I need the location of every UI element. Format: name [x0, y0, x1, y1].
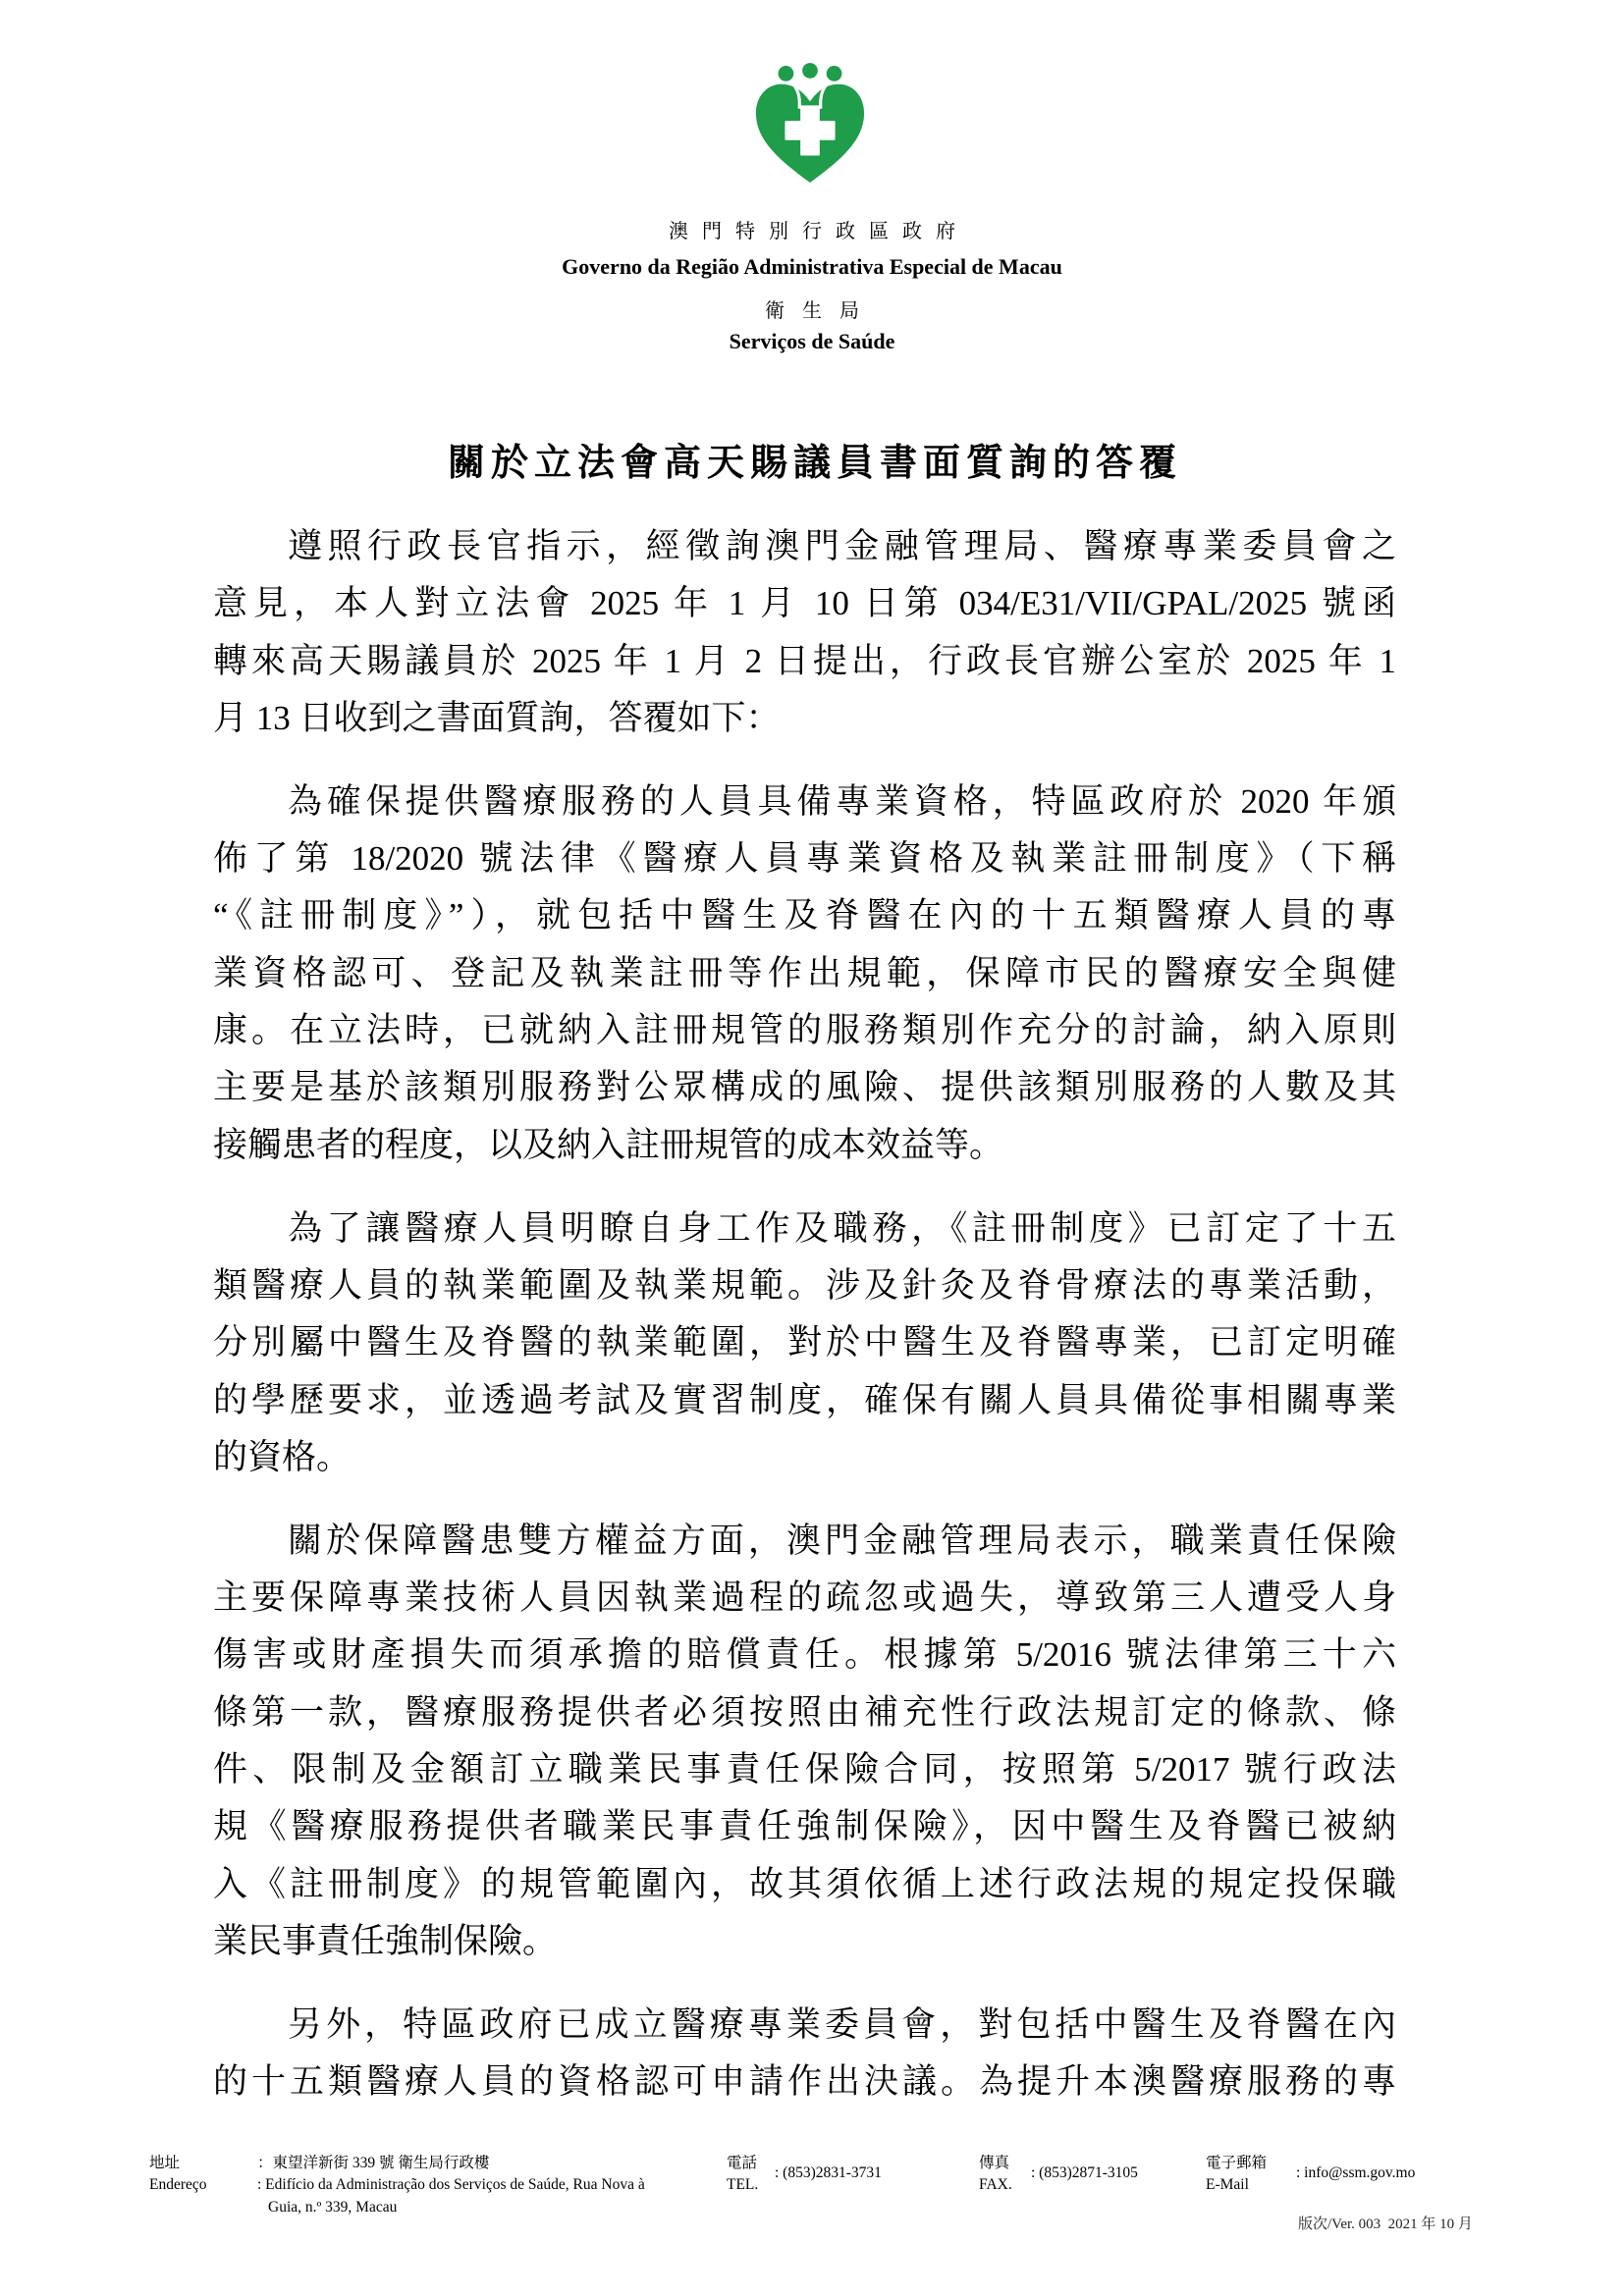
paragraph-line: 的十五類醫療人員的資格認可申請作出決議。為提升本澳醫療服務的專 [213, 2062, 1396, 2102]
paragraph-line: 業民事責任強制保險。 [213, 1921, 558, 1960]
government-name-portuguese: Governo da Região Administrativa Especial de Macau [562, 254, 1062, 279]
address-label-chinese: 地址 [149, 2155, 181, 2171]
address-chinese: ：東望洋新街 339 號 衛生局行政樓 [257, 2155, 490, 2171]
paragraph-line: 遵照行政長官指示，經徵詢澳門金融管理局、醫療專業委員會之 [288, 527, 1396, 565]
paragraph-4 [213, 1513, 1396, 1970]
tel-label-chinese: 電話 [727, 2155, 758, 2171]
paragraph-line: 入《註冊制度》的規管範圍內，故其須依循上述行政法規的規定投保職 [213, 1864, 1396, 1903]
address-label-portuguese: Endereço [149, 2176, 207, 2193]
paragraph-line: 的資格。 [213, 1437, 352, 1476]
address-portuguese-line-2: Guia, n.º 339, Macau [268, 2199, 398, 2216]
document-body [213, 518, 1396, 2137]
email-label-chinese: 電子郵箱 [1206, 2155, 1268, 2171]
paragraph-line: “《註冊制度》”），就包括中醫生及脊醫在內的十五類醫療人員的專 [213, 896, 1396, 935]
fax-label-chinese: 傳真 [979, 2155, 1010, 2171]
paragraph-line: 另外，特區政府已成立醫療專業委員會，對包括中醫生及脊醫在內 [288, 2004, 1396, 2044]
paragraph-line: 規《醫療服務提供者職業民事責任強制保險》，因中醫生及脊醫已被納 [213, 1807, 1396, 1846]
paragraph-line: 主要是基於該類別服務對公眾構成的風險、提供該類別服務的人數及其 [213, 1068, 1396, 1107]
paragraph-line: 接觸患者的程度，以及納入註冊規管的成本效益等。 [213, 1125, 1004, 1164]
department-name-portuguese: Serviços de Saúde [729, 329, 895, 353]
email-address: : info@ssm.gov.mo [1296, 2164, 1416, 2181]
paragraph-line: 傷害或財產損失而須承擔的賠償責任。根據第 5/2016 號法律第三十六 [213, 1635, 1396, 1675]
paragraph-line: 的學歷要求，並透過考試及實習制度，確保有關人員具備從事相關專業 [213, 1380, 1396, 1419]
paragraph-line: 主要保障專業技術人員因執業過程的疏忽或過失，導致第三人遭受人身 [213, 1578, 1396, 1618]
paragraph-line: 業資格認可、登記及執業註冊等作出規範，保障市民的醫療安全與健 [213, 953, 1396, 992]
email-label-portuguese: E-Mail [1206, 2176, 1249, 2193]
paragraph-line: 關於保障醫患雙方權益方面，澳門金融管理局表示，職業責任保險 [288, 1521, 1396, 1560]
paragraph-line: 月 13 日收到之書面質詢，答覆如下： [213, 698, 781, 737]
paragraph-line: 為了讓醫療人員明瞭自身工作及職務，《註冊制度》已訂定了十五 [288, 1208, 1396, 1248]
paragraph-line: 分別屬中醫生及脊醫的執業範圍，對於中醫生及脊醫專業，已訂定明確 [213, 1323, 1396, 1362]
paragraph-2 [213, 774, 1396, 1174]
paragraph-line: 為確保提供醫療服務的人員具備專業資格，特區政府於 2020 年頒 [288, 781, 1396, 821]
paragraph-line: 轉來高天賜議員於 2025 年 1 月 2 日提出，行政長官辦公室於 2025 年 1 [213, 641, 1396, 680]
paragraph-1 [213, 518, 1396, 747]
fax-number: : (853)2871-3105 [1031, 2164, 1138, 2181]
health-bureau-logo-icon [752, 63, 868, 187]
paragraph-line: 件、限制及金額訂立職業民事責任保險合同，按照第 5/2017 號行政法 [213, 1750, 1396, 1789]
tel-label-portuguese: TEL. [727, 2176, 759, 2193]
address-portuguese-line-1: : Edifício da Administração dos Serviços de Saúde, Rua Nova à [257, 2176, 645, 2193]
department-name-chinese: 衛生局 [765, 300, 877, 322]
paragraph-line: 佈了第 18/2020 號法律《醫療人員專業資格及執業註冊制度》（下稱 [213, 839, 1396, 879]
fax-label-portuguese: FAX. [979, 2176, 1012, 2193]
paragraph-5 [213, 1997, 1396, 2111]
paragraph-line: 類醫療人員的執業範圍及執業規範。涉及針灸及脊骨療法的專業活動， [213, 1265, 1396, 1305]
government-name-chinese: 澳門特別行政區政府 [669, 221, 969, 242]
tel-number: : (853)2831-3731 [775, 2164, 882, 2181]
paragraph-line: 意見，本人對立法會 2025 年 1 月 10 日第 034/E31/VII/GPAL/2025 號函 [213, 584, 1396, 623]
version-stamp: 版次/Ver. 003 2021 年 10 月 [1298, 2216, 1473, 2232]
paragraph-3 [213, 1201, 1396, 1486]
paragraph-line: 康。在立法時，已就納入註冊規管的服務類別作充分的討論，納入原則 [213, 1011, 1396, 1050]
paragraph-line: 條第一款，醫療服務提供者必須按照由補充性行政法規訂定的條款、條 [213, 1692, 1396, 1732]
document-title: 關於立法會高天賜議員書面質詢的答覆 [447, 443, 1182, 484]
